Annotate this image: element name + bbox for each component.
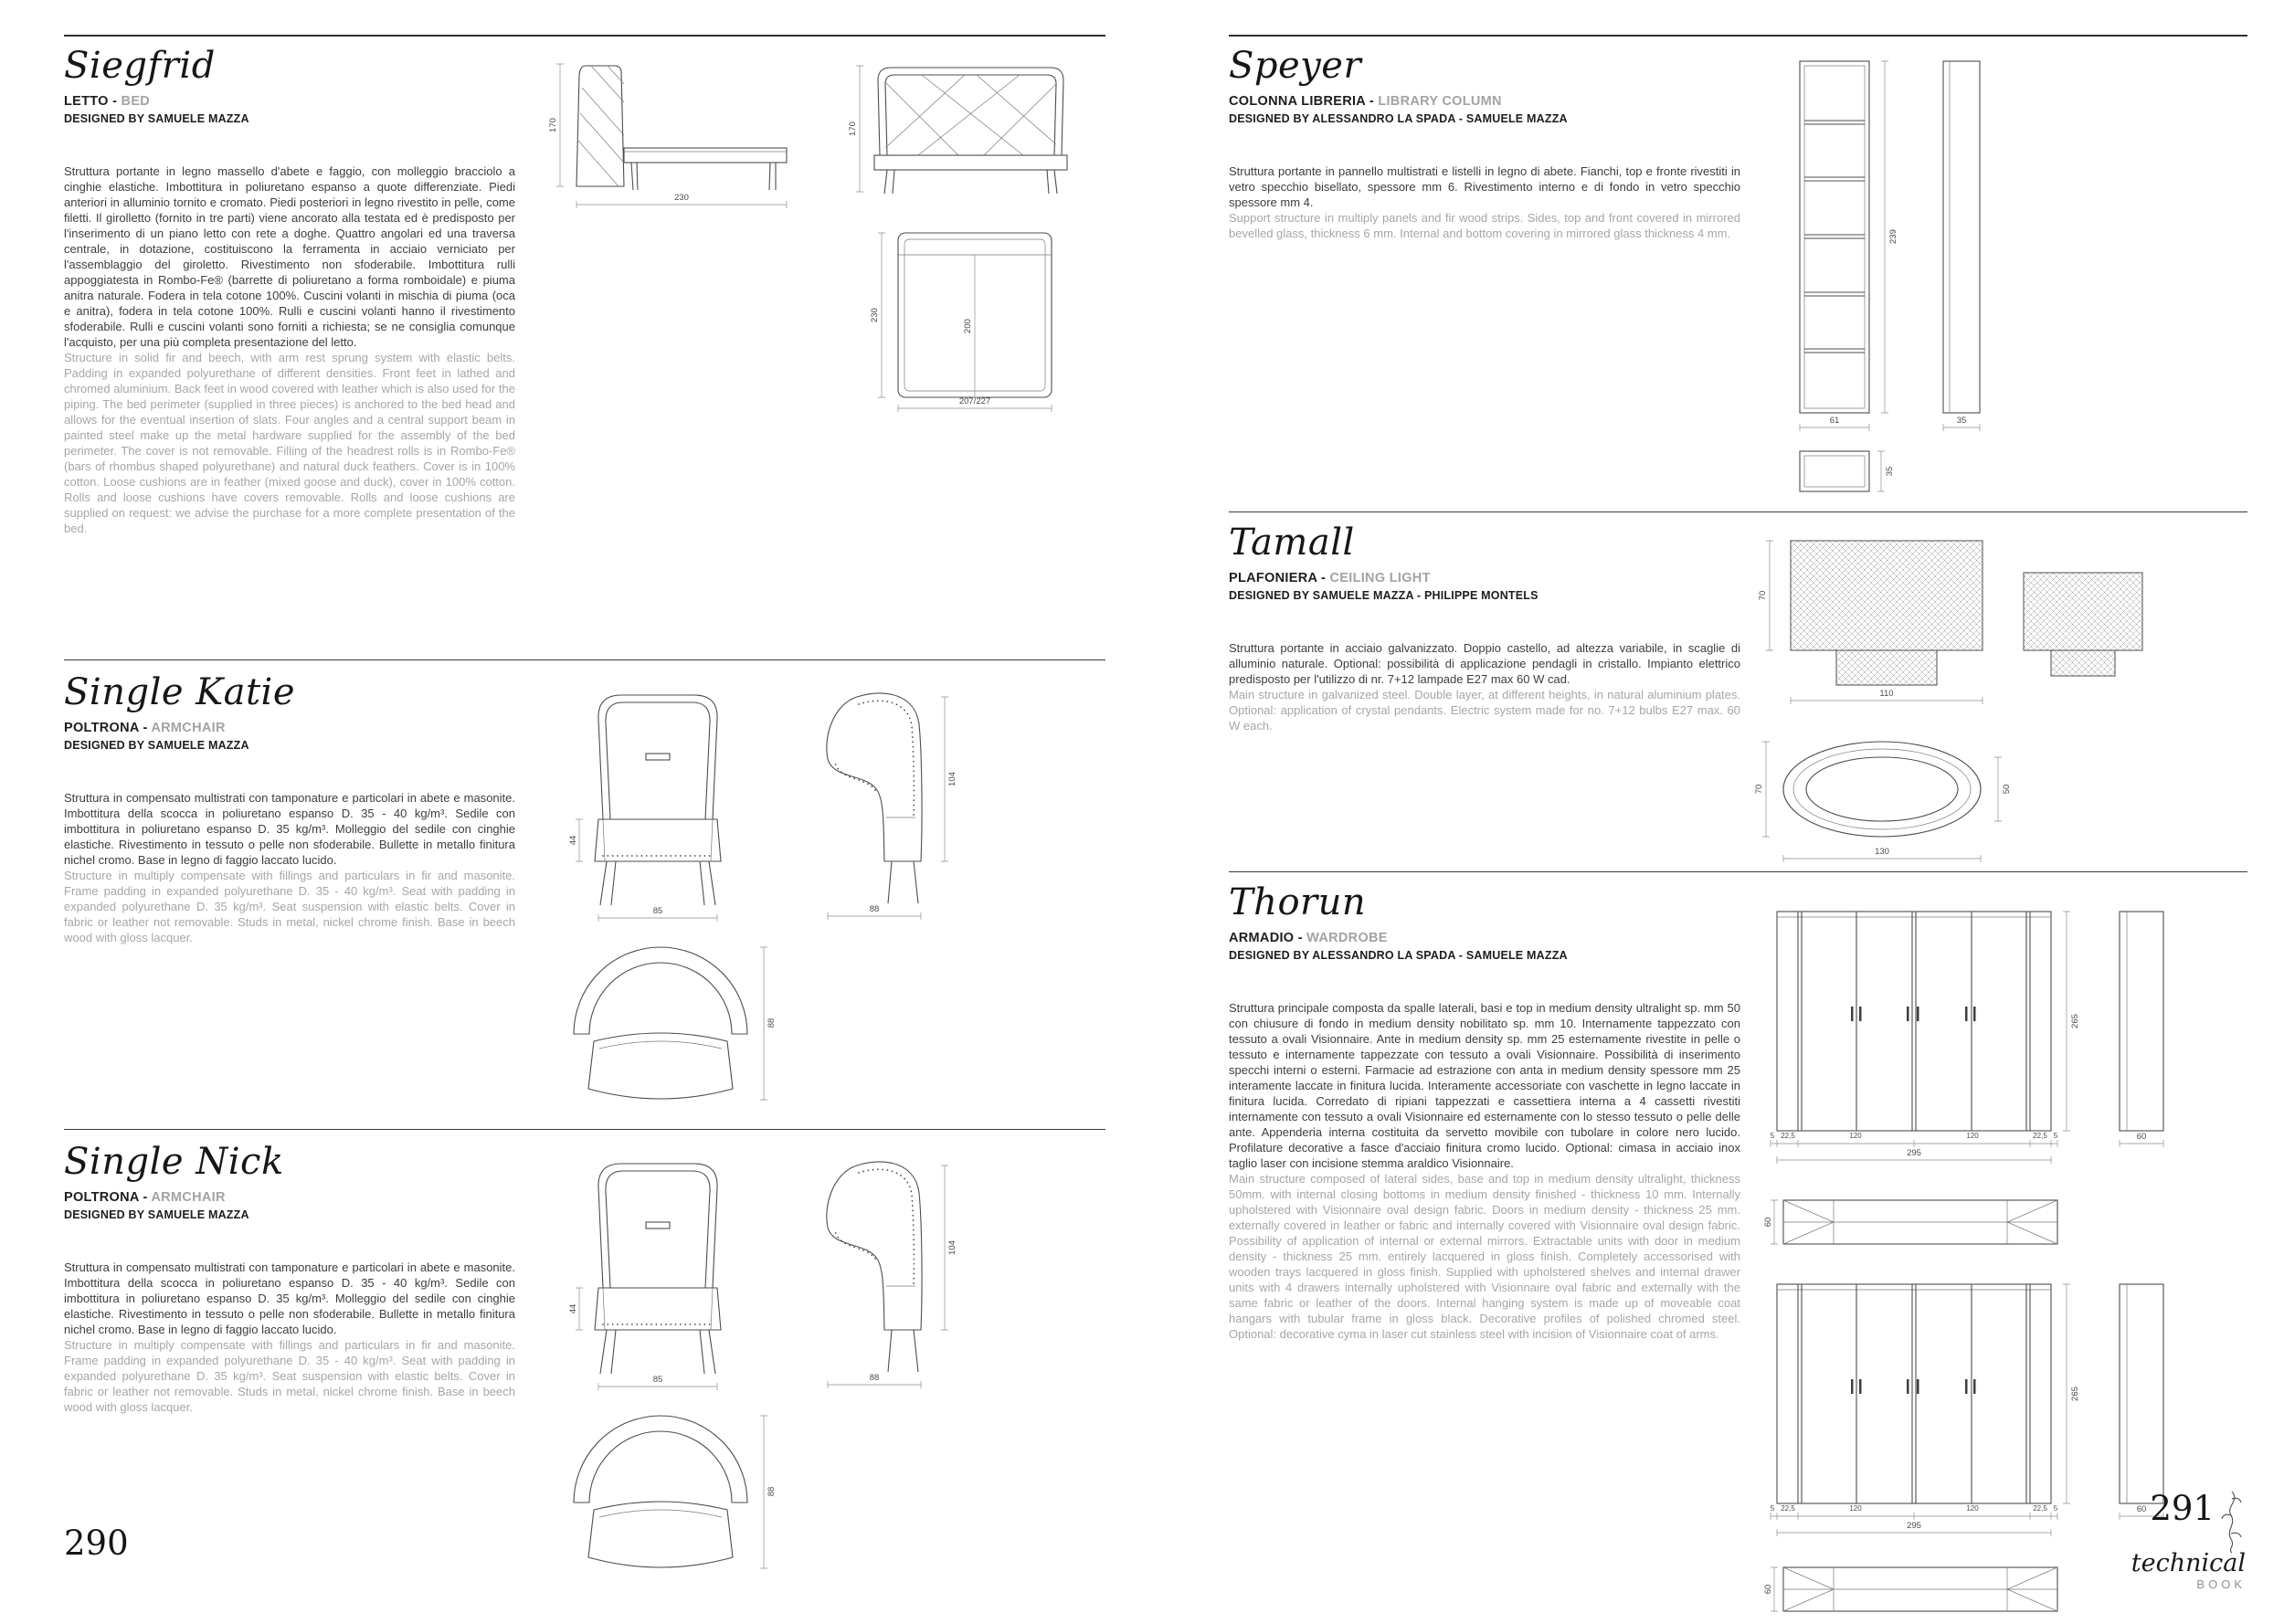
product-title: Siegfrid — [64, 45, 216, 87]
dim-label: 70 — [1754, 784, 1764, 795]
product-title: Single Nick — [64, 1141, 284, 1183]
category-italian: PLAFONIERA - — [1229, 571, 1330, 585]
dim-label: 44 — [568, 835, 578, 846]
description-english: Main structure in galvanized steel. Double layer, at different heights, in natural aluminium plates. Optional: application of crystal pendants. Electric system made for no. 7+12 bulbs E27 max. 60 W each. — [1229, 688, 1740, 733]
dim-label: 5 — [1770, 1504, 1775, 1513]
dim-label: 104 — [947, 1240, 957, 1255]
siegfrid-bed-side-view-drawing — [534, 57, 818, 221]
description-italian: Struttura in compensato multistrati con tamponature e particolari in abete e masonite. Imbottitura della scocca in poliuretano espanso D. 35 - 40 kg/m³. Sedile con imbottitura in poliuretano espanso D. 35 kg/m³. Molleggio del sedile con cinghie elastiche. Rivestimento in tessuto o pelle non sfoderabile. Bullette in metallo finitura nichel cromo. Base in legno di faggio laccato lucido. — [64, 1260, 515, 1336]
dim-label: 295 — [1907, 1521, 1921, 1531]
description-english: Main structure composed of lateral sides, base and top in medium density ultralight, thickness 50mm. with internal closing bottoms in medium density finished - thickness 10 mm. Internally upholstered with Visionnaire oval design fabric. Doors in medium density - thickness 25 mm. externally covered in leather or fabric and internally covered with Visionnaire oval design fabric. Possibility of application of internal or external mirrors. Extractable units with door in medium density - thickness 25 mm. entirely lacquered in gloss finish. Completely accessorised with wooden trays lacquered in gloss finish. Supplied with upholstered shelves and internal drawer units with 4 drawers internally upholstered with Visionnaire oval fabric and externally with the same fabric or leather of the doors. Internal hanging system is made up of moveable coat hangars with tubular frame in gloss black. Decorative profiles of polished chromed steel. Optional: decorative cyma in laser cut stainless steel with incision of Visionnaire coat of arms. — [1229, 1172, 1740, 1341]
section-divider — [64, 659, 1105, 660]
thorun-wardrobe1-plinth-drawing — [1763, 1187, 2088, 1256]
dim-label: 88 — [869, 904, 880, 914]
dim-label: 239 — [1888, 229, 1898, 244]
section-divider — [64, 1129, 1105, 1130]
product-title: Speyer — [1229, 45, 1362, 87]
page-right-top-rule — [1229, 35, 2247, 37]
dim-label: 88 — [767, 1018, 777, 1028]
dim-label: 22,5 — [2033, 1132, 2047, 1140]
category-english: WARDROBE — [1306, 931, 1388, 945]
siegfrid-bed-front-view-drawing — [845, 57, 1096, 221]
dim-label: 120 — [1966, 1132, 1979, 1140]
product-description — [1229, 1000, 1740, 1342]
page-number-left: 290 — [64, 1524, 129, 1563]
description-english: Structure in solid fir and beech, with arm rest sprung system with elastic belts. Padding in expanded polyurethane of different densities. Front feet in lathed and chromed aluminium. Back feet in wood covered with leather which is also used for the piping. The bed perimeter (supplied in three pieces) is anchored to the bed head and allows for the eventual insertion of slats. Four angles and a central support beam in painted steel make up the metal hardware supplied for the assembly of the bed perimeter. The cover is not removable. Filling of the headrest rolls is in Rombo-Fe® (bars of rhombus shaped polyurethane) and natural duck feathers. Cover is in 100% cotton. Loose cushions are in feather (mixed goose and duck), cover in 100% cotton. Rolls and loose cushions have covers removable. Rolls and loose cushions are supplied on request: we advise the purchase for a more complete presentation of the bed. — [64, 351, 515, 535]
dim-label: 207/227 — [958, 396, 991, 406]
dim-label: 5 — [1770, 1132, 1775, 1140]
description-english: Support structure in multiply panels and fir wood strips. Sides, top and front covered in mirrored bevelled glass, thickness 6 mm. Internal and bottom covering in mirrored glass thickness 4 mm. — [1229, 211, 1740, 240]
dim-label: 104 — [947, 772, 957, 786]
product-speyer — [1229, 46, 1740, 241]
dim-label: 230 — [674, 193, 689, 203]
dim-label: 22,5 — [1781, 1132, 1795, 1140]
dim-label: 130 — [1875, 847, 1889, 857]
product-description — [1229, 640, 1740, 733]
dim-label: 170 — [848, 121, 858, 136]
description-italian: Struttura in compensato multistrati con tamponature e particolari in abete e masonite. Imbottitura della scocca in poliuretano espanso D. 35 - 40 kg/m³. Sedile con imbottitura in poliuretano espanso D. 35 kg/m³. Molleggio del sedile con cinghie elastiche. Rivestimento in tessuto o pelle non sfoderabile. Bullette in metallo finitura nichel cromo. Base in legno di faggio laccato lucido. — [64, 791, 515, 867]
description-italian: Struttura principale composta da spalle laterali, basi e top in medium density ultralight sp. mm 50 con chiusure di fondo in medium density nobilitato sp. mm 10. Internamente tappezzato con tessuto a ovali Visionnaire. Ante in medium density sp. mm 25 esternamente rivestite in pelle o tessuto e internamente tappezzate con tessuto a ovali Visionnaire. Possibilità di inserimento specchi interni o esterni. Farmacie ad estrazione con anta in medium density spessore mm 25 interamente laccate in finitura lucida. Interamente accessoriate con vaschette in legno laccate in finitura lucida. Corredato di ripiani tappezzati e cassettiera interna a 4 cassetti rivestiti internamente con tessuto a ovali Visionnaire ed esternamente con lo stesso tessuto o pelle delle ante. Appenderia interna costituita da servetto movibile con tubolare in colore nero lucido. Profilature decorative a fasce d'acciaio finitura cromo lucido. Optional: cimasa in acciaio inox taglio laser con incisione stemma araldico Visionnaire. — [1229, 1001, 1740, 1170]
designer-credit: DESIGNED BY SAMUELE MAZZA — [64, 739, 249, 752]
dim-label: 22,5 — [2033, 1504, 2047, 1513]
page-number-right: 291 — [2150, 1489, 2215, 1528]
dim-label: 170 — [548, 118, 558, 132]
product-single-nick — [64, 1142, 515, 1415]
product-title: Single Katie — [64, 671, 296, 713]
product-siegfrid — [64, 46, 515, 536]
dim-label: 110 — [1879, 689, 1894, 699]
category-english: LIBRARY COLUMN — [1378, 94, 1502, 109]
thorun-wardrobe2-front-view-drawing — [1763, 1277, 2088, 1551]
nick-armchair-top-view-drawing — [555, 1402, 779, 1589]
product-title: Tamall — [1229, 522, 1355, 564]
dim-label: 22,5 — [1781, 1504, 1795, 1513]
dim-label: 265 — [2070, 1387, 2080, 1401]
category-italian: ARMADIO - — [1229, 931, 1307, 945]
dim-label: 60 — [2136, 1504, 2147, 1514]
product-category — [64, 1190, 515, 1205]
dim-label: 5 — [2053, 1132, 2058, 1140]
designer-credit: DESIGNED BY ALESSANDRO LA SPADA - SAMUELE MAZZA — [1229, 112, 1568, 125]
description-english: Structure in multiply compensate with fillings and particulars in fir and masonite. Frame padding in expanded polyurethane D. 35 - 40 kg/m³. Seat with padding in expanded polyurethane D. 35 kg/m³. Seat suspension with elastic belts. Cover in fabric or leather not removable. Studs in metal, nickel chrome finish. Base in beech wood with gloss lacquer. — [64, 1338, 515, 1414]
visionnaire-ornament-icon — [2218, 1489, 2246, 1555]
section-divider — [1229, 511, 2247, 512]
dim-label: 60 — [2136, 1132, 2147, 1142]
description-italian: Struttura portante in acciaio galvanizzato. Doppio castello, ad altezza variabile, in scaglie di alluminio naturale. Optional: possibilità di applicazione pendagli in cristallo. Impianto elettrico predisposto per l'utilizzo di nr. 7+12 lampade E27 max 60 W cad. — [1229, 641, 1740, 686]
description-english: Structure in multiply compensate with fillings and particulars in fir and masonite. Frame padding in expanded polyurethane D. 35 - 40 kg/m³. Seat with padding in expanded polyurethane D. 35 kg/m³. Seat suspension with elastic belts. Cover in fabric or leather not removable. Studs in metal, nickel chrome finish. Base in beech wood with gloss lacquer. — [64, 869, 515, 944]
section-divider — [1229, 871, 2247, 872]
dim-label: 120 — [1966, 1504, 1979, 1513]
product-category — [64, 721, 515, 735]
dim-label: 44 — [568, 1303, 578, 1314]
dim-label: 50 — [2002, 784, 2012, 795]
designer-credit: DESIGNED BY ALESSANDRO LA SPADA - SAMUELE MAZZA — [1229, 949, 1568, 962]
dim-label: 61 — [1829, 416, 1840, 426]
category-english: CEILING LIGHT — [1329, 571, 1431, 585]
product-description — [64, 163, 515, 536]
category-english: BED — [121, 94, 151, 109]
katie-armchair-front-view-drawing — [557, 680, 758, 927]
dim-label: 88 — [767, 1486, 777, 1497]
product-category — [64, 94, 515, 109]
product-description — [1229, 163, 1740, 241]
designer-credit: DESIGNED BY SAMUELE MAZZA - PHILIPPE MONTELS — [1229, 589, 1539, 602]
product-title: Thorun — [1229, 881, 1367, 923]
product-single-katie — [64, 672, 515, 945]
dim-label: 5 — [2053, 1504, 2058, 1513]
dim-label: 295 — [1907, 1148, 1921, 1158]
page-left-top-rule — [64, 35, 1105, 37]
speyer-column-plan-view-drawing — [1777, 444, 1914, 504]
nick-armchair-front-view-drawing — [557, 1149, 758, 1396]
dim-label: 230 — [870, 308, 880, 322]
dim-label: 120 — [1849, 1132, 1862, 1140]
speyer-column-front-view-drawing — [1777, 57, 1914, 440]
designer-credit: DESIGNED BY SAMUELE MAZZA — [64, 1208, 249, 1221]
dim-label: 70 — [1758, 590, 1768, 601]
category-italian: LETTO - — [64, 94, 122, 109]
dim-label: 85 — [652, 1375, 663, 1385]
siegfrid-bed-plan-view-drawing — [845, 224, 1096, 417]
dim-label: 88 — [869, 1373, 880, 1383]
category-italian: COLONNA LIBRERIA - — [1229, 94, 1379, 109]
dim-label: 265 — [2070, 1014, 2080, 1028]
product-thorun — [1229, 882, 1740, 1342]
brand-technical-label: technical — [2131, 1549, 2246, 1577]
product-category — [1229, 94, 1740, 109]
nick-armchair-side-view-drawing — [777, 1149, 964, 1396]
thorun-wardrobe1-side-view-drawing — [2092, 904, 2184, 1178]
dim-label: 60 — [1763, 1217, 1773, 1228]
designer-credit: DESIGNED BY SAMUELE MAZZA — [64, 112, 249, 125]
thorun-wardrobe1-front-view-drawing — [1763, 904, 2088, 1178]
product-description — [64, 790, 515, 945]
thorun-wardrobe2-plinth-drawing — [1763, 1555, 2088, 1623]
katie-armchair-side-view-drawing — [777, 680, 964, 927]
description-italian: Struttura portante in pannello multistrati e listelli in legno di abete. Fianchi, top e fronte rivestiti in vetro specchio bisellato, spessore mm 6. Rivestimento interno e di fondo in vetro specchio spessore mm 4. — [1229, 164, 1740, 209]
dim-label: 200 — [963, 319, 973, 333]
katie-armchair-top-view-drawing — [555, 933, 779, 1121]
page-right-footer — [2101, 1489, 2246, 1591]
category-english: ARMCHAIR — [151, 1190, 226, 1205]
product-category — [1229, 571, 1740, 585]
dim-label: 85 — [652, 906, 663, 916]
product-category — [1229, 931, 1740, 945]
category-italian: POLTRONA - — [64, 721, 152, 735]
dim-label: 60 — [1763, 1584, 1773, 1595]
category-english: ARMCHAIR — [151, 721, 226, 735]
tamall-ceiling-light-plan-view-drawing — [1750, 723, 2014, 870]
category-italian: POLTRONA - — [64, 1190, 152, 1205]
description-italian: Struttura portante in legno massello d'abete e faggio, con molleggio bracciolo a cinghie elastiche. Imbottitura in poliuretano espanso a quote differenziate. Piedi anteriori in alluminio tornito e cromato. Piedi posteriori in legno rivestito in pelle, come filetti. Il girolletto (fornito in tre parti) viene ancorato alla testata ed è predisposto per l'inserimento di un piano letto con rete a doghe. Quattro angolari ed una traversa centrale, in dotazione, costituiscono la ferramenta in acciaio verniciato per l'assemblaggio del giroletto. Rivestimento non sfoderabile. Imbottitura rulli appoggiatesta in Rombo-Fe® (barrette di poliuretano a forma romboidale) e piuma anitra naturale. Fodera in tela cotone 100%. Cuscini volanti in mischia di piuma (oca e anitra), fodera in tela cotone 100%. Rulli e cuscini volanti hanno il rivestimento sfoderabile. Rulli e cuscini volanti sono forniti a richiesta; se ne consiglia comunque l'acquisto, per una più completa presentazione del letto. — [64, 164, 515, 349]
tamall-ceiling-light-side-view-drawing — [1750, 532, 2188, 714]
dim-label: 120 — [1849, 1504, 1862, 1513]
product-tamall — [1229, 522, 1740, 733]
dim-label: 35 — [1885, 466, 1895, 477]
speyer-column-side-view-drawing — [1919, 57, 2005, 440]
dim-label: 35 — [1956, 416, 1967, 426]
product-description — [64, 1260, 515, 1415]
brand-book-label: BOOK — [2196, 1577, 2246, 1591]
